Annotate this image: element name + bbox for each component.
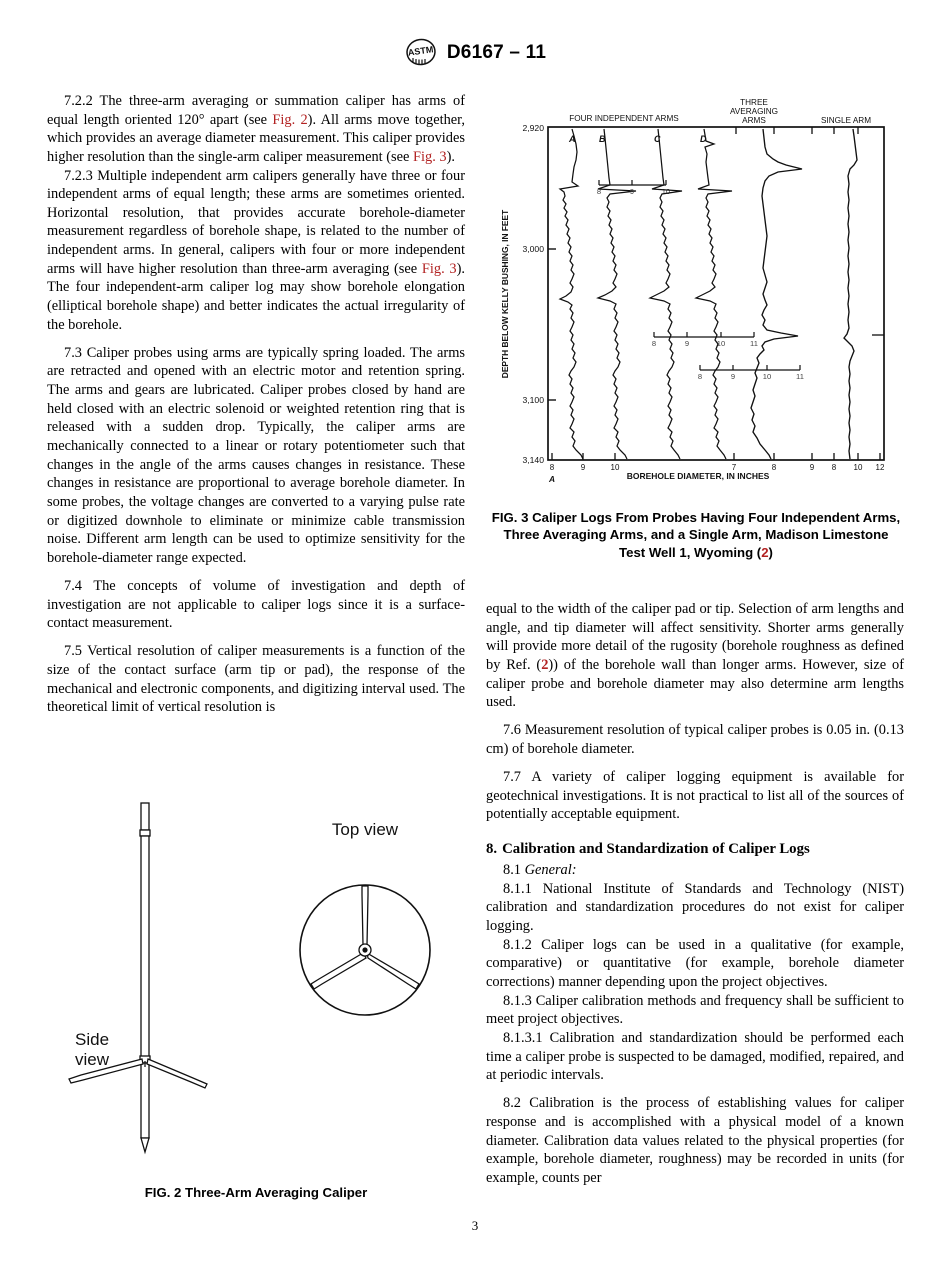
x-tick-8-left: 8 bbox=[549, 463, 555, 472]
inline-scale-D-tick-10: 10 bbox=[762, 372, 772, 381]
standard-designation: D6167 – 11 bbox=[446, 42, 547, 63]
log-curve-single-arm bbox=[844, 129, 857, 459]
depth-tick-3000: 3,000 bbox=[522, 244, 544, 254]
depth-tick-2920: 2,920 bbox=[522, 123, 544, 133]
x-tick-9-left: 9 bbox=[580, 463, 586, 472]
paragraph-8-1-general-label: General: bbox=[524, 862, 577, 879]
top-axis-ticks bbox=[736, 127, 858, 134]
x-tick-12-right: 12 bbox=[875, 463, 885, 472]
paragraph-7-6: 7.6 Measurement resolution of typical caliper probes is 0.05 in. (0.13 cm) of borehole diameter. bbox=[486, 722, 904, 757]
right-text-column bbox=[486, 600, 904, 1188]
left-text-column bbox=[47, 92, 465, 717]
figure-3-caption bbox=[486, 509, 906, 561]
x-axis-title: BOREHOLE DIAMETER, IN INCHES bbox=[626, 471, 770, 481]
paragraph-7-2-2: 7.2.2 The three-arm averaging or summation caliper has arms of equal length oriented 120° apart (see Fig. 2). All arms move together, which provides an average diameter measurement. This caliper provides higher resolution than the single-arm caliper measurement (see Fig. 3). bbox=[47, 93, 465, 165]
page-number: 3 bbox=[471, 1218, 479, 1233]
x-tick-10-right: 10 bbox=[853, 463, 863, 472]
track-header-single-arm: SINGLE ARM bbox=[820, 116, 872, 125]
x-tick-8-mid: 8 bbox=[771, 463, 777, 472]
figure-3-caption-line-3-post: ) bbox=[768, 544, 773, 560]
paragraph-7-4: 7.4 The concepts of volume of investigation and depth of investigation are not applicable to caliper logs since it is a surface-contact measurement. bbox=[47, 578, 465, 632]
inline-scale-D-tick-8: 8 bbox=[697, 372, 703, 381]
x-tick-9-right: 9 bbox=[809, 463, 815, 472]
section-8-heading bbox=[486, 840, 904, 859]
paragraph-8-1: 8.1 General: bbox=[503, 862, 577, 879]
inline-scale-C-tick-11: 11 bbox=[750, 339, 758, 348]
paragraph-7-5-continued: equal to the width of the caliper pad or tip. Selection of arm lengths and angle, and tip diameter will affect sensitivity. Shorter arms generally will provide more detail of the rugosity (borehole roughness as defined by Ref. (2)) of the borehole wall than longer arms. However, size of caliper probe and borehole diameter may also determine arm lengths used. bbox=[486, 601, 904, 711]
depth-tick-3140: 3,140 bbox=[522, 455, 544, 465]
inline-scale-B-tick-10: 10 bbox=[661, 187, 671, 196]
figure-3-caption-line-3-pre: Test Well 1, Wyoming ( bbox=[619, 544, 762, 560]
figure-2-diagram bbox=[47, 795, 465, 1180]
x-tick-7-mid: 7 bbox=[731, 463, 737, 472]
reference-2-link[interactable]: 2 bbox=[541, 656, 549, 673]
paragraph-7-5: 7.5 Vertical resolution of caliper measurements is a function of the size of the contact surface (arm tip or pad), the response of the mechanical and electronic components, and digitizing interval used. The theoretical limit of vertical resolution is bbox=[47, 643, 465, 716]
bottom-axis-ticks bbox=[552, 453, 880, 460]
inline-scale-D-tick-11: 11 bbox=[796, 372, 804, 381]
section-8-title: Calibration and Standardization of Caliper Logs bbox=[502, 841, 810, 858]
top-view-arms bbox=[311, 886, 419, 989]
paragraph-8-1-3: 8.1.3 Caliper calibration methods and frequency shall be sufficient to meet project objectives. bbox=[486, 992, 904, 1028]
figure-2 bbox=[47, 795, 465, 1201]
inline-scale-C-tick-10: 10 bbox=[716, 339, 726, 348]
paragraph-7-7: 7.7 A variety of caliper logging equipment is available for geotechnical investigations. It is not practical to list all of the sources of potentially acceptable equipment. bbox=[486, 769, 904, 823]
inline-scale-C-tick-9: 9 bbox=[684, 339, 690, 348]
depth-tick-marks bbox=[548, 249, 556, 400]
figure-3-caption-line-1: FIG. 3 Caliper Logs From Probes Having Four Independent Arms, bbox=[491, 510, 901, 525]
top-view-drawing bbox=[300, 885, 430, 1015]
y-axis-title: DEPTH BELOW KELLY BUSHING, IN FEET bbox=[500, 209, 510, 379]
section-8-number: 8. bbox=[486, 841, 498, 858]
curve-label-D: D bbox=[700, 134, 707, 144]
figure-2-caption: FIG. 2 Three-Arm Averaging Caliper bbox=[144, 1185, 368, 1200]
curve-label-A: A bbox=[569, 134, 576, 144]
figure-2-reference[interactable]: Fig. 2 bbox=[272, 111, 308, 128]
paragraph-7-3: 7.3 Caliper probes using arms are typically spring loaded. The arms are retracted and opened with an electric motor and retention spring. The arms and gears are lubricated. Caliper probes closed by hand are held closed with an electric solenoid or weighted retention ring that is released with a sudden drop. Typically, the caliper arms are mechanically connected to a linear or rotary potentiometer such that changes in the angle of the arms causes changes in resistance. These changes in resistance are proportional to average borehole diameter. In some probes, the voltage changes are converted to a varying pulse rate or digitized downhole to eliminate or minimize cable transmission noise. Different arm length can be used to optimize sensitivity for the borehole-diameter range expected. bbox=[47, 344, 465, 566]
track-header-three-avg-1: THREE bbox=[740, 98, 768, 107]
log-curve-D bbox=[696, 129, 732, 459]
log-curve-B bbox=[598, 129, 636, 459]
log-curve-C bbox=[650, 129, 682, 459]
top-view-hub-inner bbox=[362, 947, 367, 952]
figure-3-reference[interactable]: Fig. 3 bbox=[413, 148, 447, 165]
side-view-drawing bbox=[140, 803, 150, 1152]
paragraph-8-1-1: 8.1.1 National Institute of Standards and Technology (NIST) calibration and standardization procedures do not exist for caliper logging. bbox=[486, 880, 904, 935]
curve-label-C: C bbox=[654, 134, 661, 144]
paragraph-8-1-3-1: 8.1.3.1 Calibration and standardization should be performed each time a caliper probe is suspected to be damaged, modified, repaired, and at periodic intervals. bbox=[486, 1029, 904, 1084]
curve-label-B: B bbox=[599, 134, 606, 144]
top-view-label: Top view bbox=[331, 820, 399, 839]
figure-3-caption-line-3 bbox=[486, 544, 906, 561]
inline-scale-D bbox=[700, 365, 800, 370]
depth-tick-3100: 3,100 bbox=[522, 395, 544, 405]
figure-3-caption-line-2: Three Averaging Arms, and a Single Arm, Madison Limestone bbox=[503, 527, 889, 543]
inline-scale-D-tick-9: 9 bbox=[730, 372, 736, 381]
bottom-axis-label-A: A bbox=[548, 474, 556, 484]
chart-plot-frame bbox=[548, 127, 884, 460]
x-tick-8-right: 8 bbox=[831, 463, 837, 472]
figure-3-caption-reference[interactable]: 2 bbox=[761, 544, 769, 560]
log-curve-A bbox=[560, 129, 583, 459]
track-header-four-arms: FOUR INDEPENDENT ARMS bbox=[569, 114, 679, 123]
side-view-label-line-1: Side bbox=[75, 1030, 110, 1049]
inline-scale-C-tick-8: 8 bbox=[651, 339, 657, 348]
paragraph-7-2-3: 7.2.3 Multiple independent arm calipers generally have three or four independent arms of equal length; these arms are sometimes oriented. Horizontal resolution, that provides accurate borehole-diameter measurement regardless of borehole shape, is related to the number of independent arms. In general, calipers with four or more independent arms will have higher resolution than three-arm averaging (see Fig. 3). The four independent-arm caliper log may show borehole elongation (elliptical borehole shape) and better indicates the actual irregularity of the borehole. bbox=[47, 167, 466, 333]
paragraph-8-2: 8.2 Calibration is the process of establishing values for caliper response and is accomplished with a physical model of a known diameter. Calibration data values related to the physical properties (for example, borehole diameter, roughness) may be recorded in units (for example, counts per bbox=[486, 1095, 904, 1186]
svg-text:ASTM: ASTM bbox=[407, 44, 434, 58]
log-curve-three-averaging-arms bbox=[751, 129, 802, 459]
inline-scale-B-tick-8: 8 bbox=[596, 187, 602, 196]
side-view-label-line-2: view bbox=[75, 1050, 110, 1069]
track-header-three-avg-2: AVERAGING bbox=[729, 107, 779, 116]
page-header bbox=[0, 38, 950, 68]
track-header-three-avg-3: ARMS bbox=[742, 116, 766, 125]
astm-logo bbox=[404, 38, 438, 68]
x-tick-10-left: 10 bbox=[610, 463, 620, 472]
inline-scale-B-tick-9: 9 bbox=[629, 187, 635, 196]
figure-3-reference-2[interactable]: Fig. 3 bbox=[421, 260, 457, 277]
paragraph-8-1-2: 8.1.2 Caliper logs can be used in a qualitative (for example, comparative) or quantitative (for example, borehole diameter corrections) manner depending upon the project objectives. bbox=[486, 936, 904, 991]
figure-3-chart bbox=[486, 92, 906, 502]
figure-3 bbox=[486, 92, 906, 561]
